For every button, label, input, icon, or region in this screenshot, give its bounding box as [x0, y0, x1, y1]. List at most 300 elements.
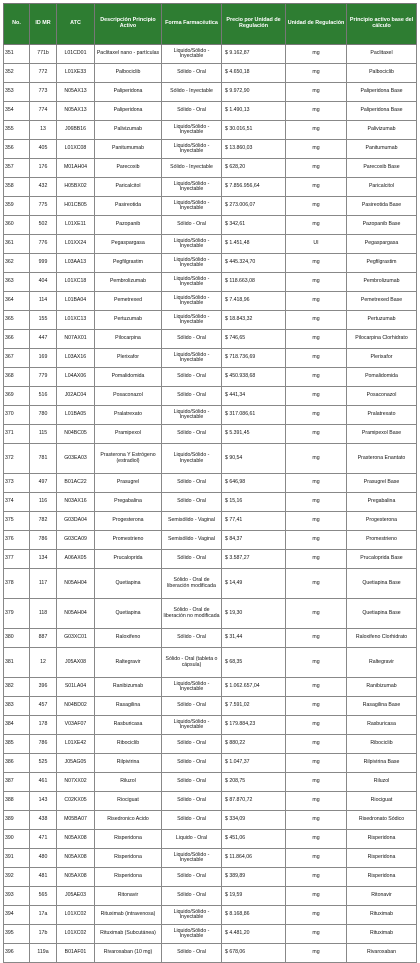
cell-atc: G03EA03 — [57, 444, 95, 474]
column-header-base-active-ingredient: Principio activo base del cálculo — [347, 4, 417, 45]
cell-pharmaceutical-form: Sólido - Oral de liberación no modificada — [162, 599, 222, 629]
cell-base-active-ingredient: Pegfilgrastim — [347, 254, 417, 273]
cell-regulation-unit: mg — [286, 292, 347, 311]
cell-price: $ 628,20 — [222, 159, 286, 178]
cell-no: 388 — [4, 792, 30, 811]
cell-id-mr: 117 — [30, 569, 57, 599]
cell-id-mr: 775 — [30, 197, 57, 216]
cell-description: Pegaspargasa — [95, 235, 162, 254]
cell-description: Rituximab (Subcutánea) — [95, 925, 162, 944]
cell-price: $ 880,22 — [222, 735, 286, 754]
cell-base-active-ingredient: Pemetrexed Base — [347, 292, 417, 311]
cell-price: $ 441,34 — [222, 387, 286, 406]
cell-price: $ 1.062.657,04 — [222, 678, 286, 697]
cell-pharmaceutical-form: Liquido/Sólido - Inyectable — [162, 140, 222, 159]
cell-pharmaceutical-form: Liquido - Oral — [162, 830, 222, 849]
cell-no: 391 — [4, 849, 30, 868]
cell-id-mr: 447 — [30, 330, 57, 349]
cell-id-mr: 999 — [30, 254, 57, 273]
cell-description: Rasagilina — [95, 697, 162, 716]
cell-pharmaceutical-form: Sólido - Oral — [162, 64, 222, 83]
table-row — [4, 849, 417, 868]
cell-atc: N05AH04 — [57, 569, 95, 599]
cell-description: Pralatrexato — [95, 406, 162, 425]
cell-description: Rituximab (intravenosa) — [95, 906, 162, 925]
cell-id-mr: 772 — [30, 64, 57, 83]
cell-id-mr: 786 — [30, 531, 57, 550]
table-row — [4, 925, 417, 944]
cell-regulation-unit: mg — [286, 716, 347, 735]
cell-price: $ 15,16 — [222, 493, 286, 512]
cell-no: 392 — [4, 868, 30, 887]
cell-base-active-ingredient: Rasagilina Base — [347, 697, 417, 716]
cell-no: 361 — [4, 235, 30, 254]
cell-atc: L01BA04 — [57, 292, 95, 311]
cell-base-active-ingredient: Palivizumab — [347, 121, 417, 140]
cell-no: 368 — [4, 368, 30, 387]
cell-pharmaceutical-form: Sólido - Oral — [162, 330, 222, 349]
table-row — [4, 868, 417, 887]
cell-description: Ritonavir — [95, 887, 162, 906]
cell-base-active-ingredient: Risperidona — [347, 830, 417, 849]
cell-price: $ 678,06 — [222, 944, 286, 963]
cell-atc: J05AG05 — [57, 754, 95, 773]
cell-pharmaceutical-form: Liquido/Sólido - Inyectable — [162, 716, 222, 735]
cell-description: Paclitaxel nano - partículas — [95, 45, 162, 64]
cell-pharmaceutical-form: Liquido/Sólido - Inyectable — [162, 45, 222, 64]
cell-regulation-unit: mg — [286, 569, 347, 599]
cell-pharmaceutical-form: Sólido - Oral — [162, 773, 222, 792]
cell-price: $ 3.587,27 — [222, 550, 286, 569]
cell-id-mr: 119a — [30, 944, 57, 963]
cell-price: $ 746,65 — [222, 330, 286, 349]
cell-atc: B01AC22 — [57, 474, 95, 493]
table-row — [4, 311, 417, 330]
cell-base-active-ingredient: Pembrolizumab — [347, 273, 417, 292]
cell-pharmaceutical-form: Liquido/Sólido - Inyectable — [162, 273, 222, 292]
table-row — [4, 349, 417, 368]
cell-regulation-unit: mg — [286, 811, 347, 830]
cell-pharmaceutical-form: Sólido - Oral — [162, 754, 222, 773]
cell-no: 396 — [4, 944, 30, 963]
column-header-regulation-unit: Unidad de Regulación — [286, 4, 347, 45]
cell-pharmaceutical-form: Sólido - Oral — [162, 697, 222, 716]
cell-id-mr: 779 — [30, 368, 57, 387]
cell-pharmaceutical-form: Liquido/Sólido - Inyectable — [162, 406, 222, 425]
cell-no: 363 — [4, 273, 30, 292]
cell-atc: M05BA07 — [57, 811, 95, 830]
cell-atc: N05AX13 — [57, 102, 95, 121]
cell-regulation-unit: mg — [286, 925, 347, 944]
cell-regulation-unit: mg — [286, 273, 347, 292]
cell-pharmaceutical-form: Sólido - Oral — [162, 425, 222, 444]
cell-no: 366 — [4, 330, 30, 349]
cell-description: Rasburicasa — [95, 716, 162, 735]
cell-atc: L03AA13 — [57, 254, 95, 273]
column-header-price: Precio por Unidad de Regulación — [222, 4, 286, 45]
cell-id-mr: 786 — [30, 735, 57, 754]
table-row — [4, 629, 417, 648]
cell-price: $ 84,37 — [222, 531, 286, 550]
cell-atc: L03AX16 — [57, 349, 95, 368]
table-header-row — [4, 4, 417, 45]
cell-base-active-ingredient: Plerixafor — [347, 349, 417, 368]
cell-pharmaceutical-form: Sólido - Oral — [162, 102, 222, 121]
table-row — [4, 102, 417, 121]
cell-no: 380 — [4, 629, 30, 648]
cell-base-active-ingredient: Rasburicasa — [347, 716, 417, 735]
cell-description: Panitumumab — [95, 140, 162, 159]
cell-description: Progesterona — [95, 512, 162, 531]
cell-atc: H05BX02 — [57, 178, 95, 197]
cell-pharmaceutical-form: Sólido - Oral — [162, 387, 222, 406]
cell-id-mr: 155 — [30, 311, 57, 330]
cell-pharmaceutical-form: Liquido/Sólido - Inyectable — [162, 292, 222, 311]
cell-pharmaceutical-form: Liquido/Sólido - Inyectable — [162, 678, 222, 697]
cell-regulation-unit: mg — [286, 45, 347, 64]
cell-atc: L01CD01 — [57, 45, 95, 64]
cell-base-active-ingredient: Risedronato Sódico — [347, 811, 417, 830]
table-row — [4, 216, 417, 235]
cell-pharmaceutical-form: Sólido - Oral — [162, 629, 222, 648]
cell-description: Pregabalina — [95, 493, 162, 512]
cell-pharmaceutical-form: Sólido - Oral — [162, 493, 222, 512]
cell-no: 377 — [4, 550, 30, 569]
cell-regulation-unit: mg — [286, 64, 347, 83]
cell-regulation-unit: mg — [286, 678, 347, 697]
cell-price: $ 19,59 — [222, 887, 286, 906]
table-row — [4, 493, 417, 512]
cell-regulation-unit: mg — [286, 102, 347, 121]
table-row — [4, 531, 417, 550]
cell-no: 376 — [4, 531, 30, 550]
cell-base-active-ingredient: Pralatrexato — [347, 406, 417, 425]
cell-base-active-ingredient: Progesterona — [347, 512, 417, 531]
cell-no: 364 — [4, 292, 30, 311]
cell-no: 390 — [4, 830, 30, 849]
cell-description: Pegfilgrastim — [95, 254, 162, 273]
cell-id-mr: 461 — [30, 773, 57, 792]
cell-id-mr: 134 — [30, 550, 57, 569]
cell-regulation-unit: mg — [286, 216, 347, 235]
cell-price: $ 4.481,20 — [222, 925, 286, 944]
cell-regulation-unit: UI — [286, 235, 347, 254]
cell-regulation-unit: mg — [286, 368, 347, 387]
table-row — [4, 944, 417, 963]
cell-atc: S01LA04 — [57, 678, 95, 697]
cell-description: Risperidona — [95, 868, 162, 887]
cell-price: $ 445.324,70 — [222, 254, 286, 273]
cell-id-mr: 887 — [30, 629, 57, 648]
cell-description: Paricalcitol — [95, 178, 162, 197]
cell-pharmaceutical-form: Sólido - Oral — [162, 868, 222, 887]
cell-pharmaceutical-form: Liquido/Sólido - Inyectable — [162, 197, 222, 216]
cell-no: 375 — [4, 512, 30, 531]
cell-base-active-ingredient: Rilpivirina Base — [347, 754, 417, 773]
cell-no: 381 — [4, 648, 30, 678]
cell-pharmaceutical-form: Semisólido - Vaginal — [162, 531, 222, 550]
cell-no: 394 — [4, 906, 30, 925]
cell-regulation-unit: mg — [286, 254, 347, 273]
cell-price: $ 13.860,03 — [222, 140, 286, 159]
cell-base-active-ingredient: Riluzol — [347, 773, 417, 792]
cell-regulation-unit: mg — [286, 159, 347, 178]
table-row — [4, 83, 417, 102]
cell-id-mr: 525 — [30, 754, 57, 773]
cell-price: $ 1.490,13 — [222, 102, 286, 121]
cell-id-mr: 502 — [30, 216, 57, 235]
cell-regulation-unit: mg — [286, 425, 347, 444]
cell-regulation-unit: mg — [286, 550, 347, 569]
cell-no: 357 — [4, 159, 30, 178]
cell-id-mr: 13 — [30, 121, 57, 140]
cell-id-mr: 118 — [30, 599, 57, 629]
cell-no: 372 — [4, 444, 30, 474]
cell-atc: L01BA05 — [57, 406, 95, 425]
cell-no: 378 — [4, 569, 30, 599]
cell-pharmaceutical-form: Liquido/Sólido - Inyectable — [162, 254, 222, 273]
cell-atc: N05AH04 — [57, 599, 95, 629]
cell-atc: L01XX24 — [57, 235, 95, 254]
cell-description: Ranibizumab — [95, 678, 162, 697]
cell-no: 369 — [4, 387, 30, 406]
cell-atc: L01XC13 — [57, 311, 95, 330]
table-row — [4, 792, 417, 811]
cell-price: $ 342,61 — [222, 216, 286, 235]
cell-base-active-ingredient: Paliperidona Base — [347, 102, 417, 121]
cell-base-active-ingredient: Pazopanib Base — [347, 216, 417, 235]
cell-pharmaceutical-form: Sólido - Oral — [162, 735, 222, 754]
cell-no: 358 — [4, 178, 30, 197]
cell-id-mr: 176 — [30, 159, 57, 178]
cell-base-active-ingredient: Posaconazol — [347, 387, 417, 406]
cell-id-mr: 17a — [30, 906, 57, 925]
cell-base-active-ingredient: Paliperidona Base — [347, 83, 417, 102]
cell-price: $ 179.884,23 — [222, 716, 286, 735]
cell-base-active-ingredient: Pramipexol Base — [347, 425, 417, 444]
cell-description: Parecoxib — [95, 159, 162, 178]
cell-id-mr: 114 — [30, 292, 57, 311]
cell-no: 387 — [4, 773, 30, 792]
cell-base-active-ingredient: Rituximab — [347, 906, 417, 925]
cell-id-mr: 481 — [30, 868, 57, 887]
cell-id-mr: 776 — [30, 235, 57, 254]
cell-pharmaceutical-form: Sólido - Oral — [162, 944, 222, 963]
table-row — [4, 550, 417, 569]
table-row — [4, 387, 417, 406]
cell-no: 389 — [4, 811, 30, 830]
cell-description: Riluzol — [95, 773, 162, 792]
table-row — [4, 569, 417, 599]
table-row — [4, 368, 417, 387]
cell-id-mr: 396 — [30, 678, 57, 697]
cell-base-active-ingredient: Pertuzumab — [347, 311, 417, 330]
cell-id-mr: 471 — [30, 830, 57, 849]
cell-regulation-unit: mg — [286, 830, 347, 849]
cell-price: $ 14,49 — [222, 569, 286, 599]
cell-id-mr: 116 — [30, 493, 57, 512]
cell-base-active-ingredient: Pilocarpina Clorhidrato — [347, 330, 417, 349]
cell-base-active-ingredient: Raloxifeno Clorhidrato — [347, 629, 417, 648]
cell-pharmaceutical-form: Sólido - Oral — [162, 216, 222, 235]
cell-id-mr: 781 — [30, 444, 57, 474]
table-row — [4, 178, 417, 197]
cell-pharmaceutical-form: Liquido/Sólido - Inyectable — [162, 235, 222, 254]
cell-id-mr: 404 — [30, 273, 57, 292]
cell-price: $ 9.162,87 — [222, 45, 286, 64]
cell-no: 351 — [4, 45, 30, 64]
table-row — [4, 599, 417, 629]
cell-atc: L04AX06 — [57, 368, 95, 387]
cell-regulation-unit: mg — [286, 906, 347, 925]
cell-description: Raloxifeno — [95, 629, 162, 648]
cell-no: 370 — [4, 406, 30, 425]
cell-atc: L01XC02 — [57, 925, 95, 944]
cell-description: Prasterona Y Estrógeno (estradiol) — [95, 444, 162, 474]
cell-no: 385 — [4, 735, 30, 754]
cell-price: $ 87.870,72 — [222, 792, 286, 811]
cell-price: $ 11.864,06 — [222, 849, 286, 868]
cell-atc: L01XE11 — [57, 216, 95, 235]
table-row — [4, 716, 417, 735]
cell-price: $ 118.663,08 — [222, 273, 286, 292]
cell-price: $ 18.843,32 — [222, 311, 286, 330]
cell-atc: N03AX16 — [57, 493, 95, 512]
cell-description: Rilpivirina — [95, 754, 162, 773]
cell-atc: V03AF07 — [57, 716, 95, 735]
cell-atc: L01XC08 — [57, 140, 95, 159]
table-row — [4, 235, 417, 254]
cell-regulation-unit: mg — [286, 887, 347, 906]
cell-no: 373 — [4, 474, 30, 493]
cell-no: 360 — [4, 216, 30, 235]
cell-atc: N04BC05 — [57, 425, 95, 444]
cell-pharmaceutical-form: Sólido - Oral — [162, 887, 222, 906]
cell-no: 355 — [4, 121, 30, 140]
cell-id-mr: 143 — [30, 792, 57, 811]
cell-price: $ 8.168,86 — [222, 906, 286, 925]
cell-base-active-ingredient: Riociguat — [347, 792, 417, 811]
cell-base-active-ingredient: Pasireotida Base — [347, 197, 417, 216]
cell-atc: N07AX01 — [57, 330, 95, 349]
cell-pharmaceutical-form: Liquido/Sólido - Inyectable — [162, 178, 222, 197]
table-row — [4, 906, 417, 925]
cell-description: Pilocarpina — [95, 330, 162, 349]
cell-regulation-unit: mg — [286, 792, 347, 811]
cell-description: Raltegravir — [95, 648, 162, 678]
cell-atc: M01AH04 — [57, 159, 95, 178]
cell-pharmaceutical-form: Sólido - Oral — [162, 368, 222, 387]
cell-atc: L01XC02 — [57, 906, 95, 925]
cell-price: $ 31,44 — [222, 629, 286, 648]
cell-base-active-ingredient: Ritonavir — [347, 887, 417, 906]
cell-base-active-ingredient: Quetiapina Base — [347, 599, 417, 629]
cell-regulation-unit: mg — [286, 697, 347, 716]
cell-id-mr: 497 — [30, 474, 57, 493]
cell-price: $ 1.451,48 — [222, 235, 286, 254]
cell-pharmaceutical-form: Sólido - Oral de liberación modificada — [162, 569, 222, 599]
cell-atc: C02KX05 — [57, 792, 95, 811]
cell-atc: N05AX08 — [57, 830, 95, 849]
cell-pharmaceutical-form: Sólido - Oral — [162, 811, 222, 830]
cell-base-active-ingredient: Panitumumab — [347, 140, 417, 159]
cell-base-active-ingredient: Pomalidomida — [347, 368, 417, 387]
cell-regulation-unit: mg — [286, 773, 347, 792]
cell-pharmaceutical-form: Liquido/Sólido - Inyectable — [162, 349, 222, 368]
cell-description: Pomalidomida — [95, 368, 162, 387]
cell-regulation-unit: mg — [286, 868, 347, 887]
cell-pharmaceutical-form: Sólido - Oral — [162, 474, 222, 493]
cell-description: Risedronico Acido — [95, 811, 162, 830]
cell-base-active-ingredient: Ranibizumab — [347, 678, 417, 697]
cell-base-active-ingredient: Parecoxib Base — [347, 159, 417, 178]
cell-atc: J06BB16 — [57, 121, 95, 140]
cell-regulation-unit: mg — [286, 629, 347, 648]
cell-price: $ 451,06 — [222, 830, 286, 849]
cell-regulation-unit: mg — [286, 121, 347, 140]
cell-no: 362 — [4, 254, 30, 273]
cell-price: $ 7.591,02 — [222, 697, 286, 716]
table-row — [4, 648, 417, 678]
cell-no: 386 — [4, 754, 30, 773]
cell-base-active-ingredient: Prucaloprida Base — [347, 550, 417, 569]
cell-regulation-unit: mg — [286, 311, 347, 330]
cell-base-active-ingredient: Pegaspargasa — [347, 235, 417, 254]
cell-base-active-ingredient: Paclitaxel — [347, 45, 417, 64]
cell-price: $ 68,35 — [222, 648, 286, 678]
table-row — [4, 197, 417, 216]
cell-price: $ 389,89 — [222, 868, 286, 887]
cell-base-active-ingredient: Raltegravir — [347, 648, 417, 678]
cell-id-mr: 17b — [30, 925, 57, 944]
cell-no: 359 — [4, 197, 30, 216]
cell-atc: B01AF01 — [57, 944, 95, 963]
cell-description: Plerixafor — [95, 349, 162, 368]
cell-id-mr: 169 — [30, 349, 57, 368]
cell-description: Pembrolizumab — [95, 273, 162, 292]
column-header-pharmaceutical-form: Forma Farmacéutica — [162, 4, 222, 45]
cell-id-mr: 516 — [30, 387, 57, 406]
cell-atc: N07XX02 — [57, 773, 95, 792]
cell-base-active-ingredient: Risperidona — [347, 868, 417, 887]
cell-description: Pramipexol — [95, 425, 162, 444]
table-row — [4, 254, 417, 273]
cell-regulation-unit: mg — [286, 648, 347, 678]
cell-regulation-unit: mg — [286, 178, 347, 197]
cell-description: Paliperidona — [95, 102, 162, 121]
cell-base-active-ingredient: Quetiapina Base — [347, 569, 417, 599]
cell-description: Prucaloprida — [95, 550, 162, 569]
table-row — [4, 697, 417, 716]
cell-id-mr: 774 — [30, 102, 57, 121]
cell-regulation-unit: mg — [286, 493, 347, 512]
cell-regulation-unit: mg — [286, 330, 347, 349]
column-header-no: No. — [4, 4, 30, 45]
cell-atc: A06AX05 — [57, 550, 95, 569]
cell-base-active-ingredient: Palbociclib — [347, 64, 417, 83]
cell-id-mr: 457 — [30, 697, 57, 716]
regulated-price-table — [3, 3, 417, 963]
cell-atc: L01XE42 — [57, 735, 95, 754]
table-row — [4, 330, 417, 349]
cell-pharmaceutical-form: Liquido/Sólido - Inyectable — [162, 311, 222, 330]
cell-regulation-unit: mg — [286, 531, 347, 550]
cell-atc: G03DA04 — [57, 512, 95, 531]
table-row — [4, 273, 417, 292]
cell-no: 393 — [4, 887, 30, 906]
cell-no: 383 — [4, 697, 30, 716]
cell-price: $ 646,98 — [222, 474, 286, 493]
